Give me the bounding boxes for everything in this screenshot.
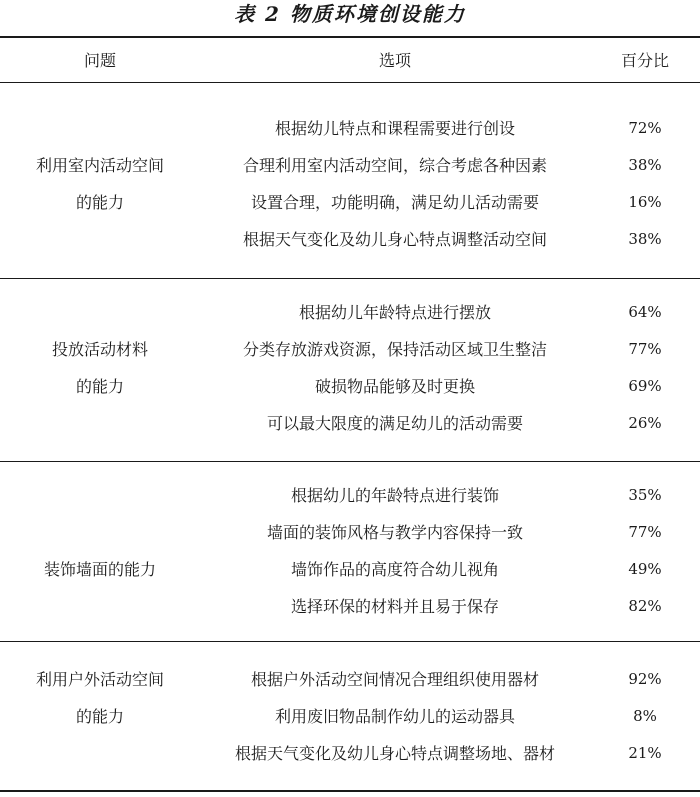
option-text: 可以最大限度的满足幼儿的活动需要 [266, 414, 523, 433]
option-text: 分类存放游戏资源，保持活动区域卫生整洁 [242, 340, 547, 359]
percent-value: 35% [628, 486, 662, 504]
percent-value: 77% [628, 340, 662, 358]
option-text: 根据幼儿的年龄特点进行装饰 [290, 486, 499, 505]
option-text: 根据天气变化及幼儿身心特点调整场地、器材 [234, 744, 555, 763]
option-text: 根据幼儿特点和课程需要进行创设 [274, 119, 515, 138]
percent-value: 69% [628, 377, 662, 395]
question-line: 的能力 [75, 377, 124, 396]
percent-value: 8% [633, 707, 657, 725]
option-text: 墙饰作品的高度符合幼儿视角 [290, 560, 499, 579]
percent-value: 64% [628, 303, 662, 321]
percent-value: 92% [628, 670, 662, 688]
table-row [0, 588, 700, 625]
table-row [0, 147, 700, 184]
section-rule [0, 641, 700, 642]
percent-value: 72% [628, 119, 662, 137]
section-rule [0, 278, 700, 279]
option-text: 根据户外活动空间情况合理组织使用器材 [250, 670, 539, 689]
percent-value: 82% [628, 597, 662, 615]
table-row [0, 477, 700, 514]
header-question: 问题 [83, 51, 116, 70]
table-row [0, 368, 700, 405]
header-option: 选项 [378, 51, 411, 70]
bottom-rule [0, 790, 700, 792]
table-title: 表 2 物质环境创设能力 [234, 2, 466, 26]
percent-value: 49% [628, 560, 662, 578]
header-percent: 百分比 [620, 51, 669, 70]
question-line: 的能力 [75, 707, 124, 726]
top-rule [0, 36, 700, 38]
option-text: 选择环保的材料并且易于保存 [290, 597, 499, 616]
table-row [0, 110, 700, 147]
table-row [0, 514, 700, 551]
table-row [0, 551, 700, 588]
option-text: 根据幼儿年龄特点进行摆放 [298, 303, 491, 322]
percent-value: 21% [628, 744, 662, 762]
question-line: 利用室内活动空间 [35, 156, 164, 175]
table-row [0, 331, 700, 368]
table-row [0, 661, 700, 698]
question-line: 投放活动材料 [51, 340, 148, 359]
percent-value: 38% [628, 156, 662, 174]
option-text: 合理利用室内活动空间，综合考虑各种因素 [242, 156, 547, 175]
percent-value: 77% [628, 523, 662, 541]
header-rule [0, 82, 700, 83]
table-row [0, 221, 700, 258]
option-text: 利用废旧物品制作幼儿的运动器具 [274, 707, 515, 726]
question-line: 利用户外活动空间 [35, 670, 164, 689]
percent-value: 16% [628, 193, 662, 211]
option-text: 墙面的装饰风格与教学内容保持一致 [266, 523, 523, 542]
table-row [0, 405, 700, 442]
percent-value: 38% [628, 230, 662, 248]
option-text: 设置合理，功能明确，满足幼儿活动需要 [250, 193, 539, 212]
table-row [0, 184, 700, 221]
option-text: 根据天气变化及幼儿身心特点调整活动空间 [242, 230, 547, 249]
table-row [0, 735, 700, 772]
question-line: 的能力 [75, 193, 124, 212]
question-line: 装饰墙面的能力 [43, 560, 156, 579]
table-row [0, 294, 700, 331]
option-text: 破损物品能够及时更换 [314, 377, 475, 396]
table-row [0, 698, 700, 735]
percent-value: 26% [628, 414, 662, 432]
section-rule [0, 461, 700, 462]
